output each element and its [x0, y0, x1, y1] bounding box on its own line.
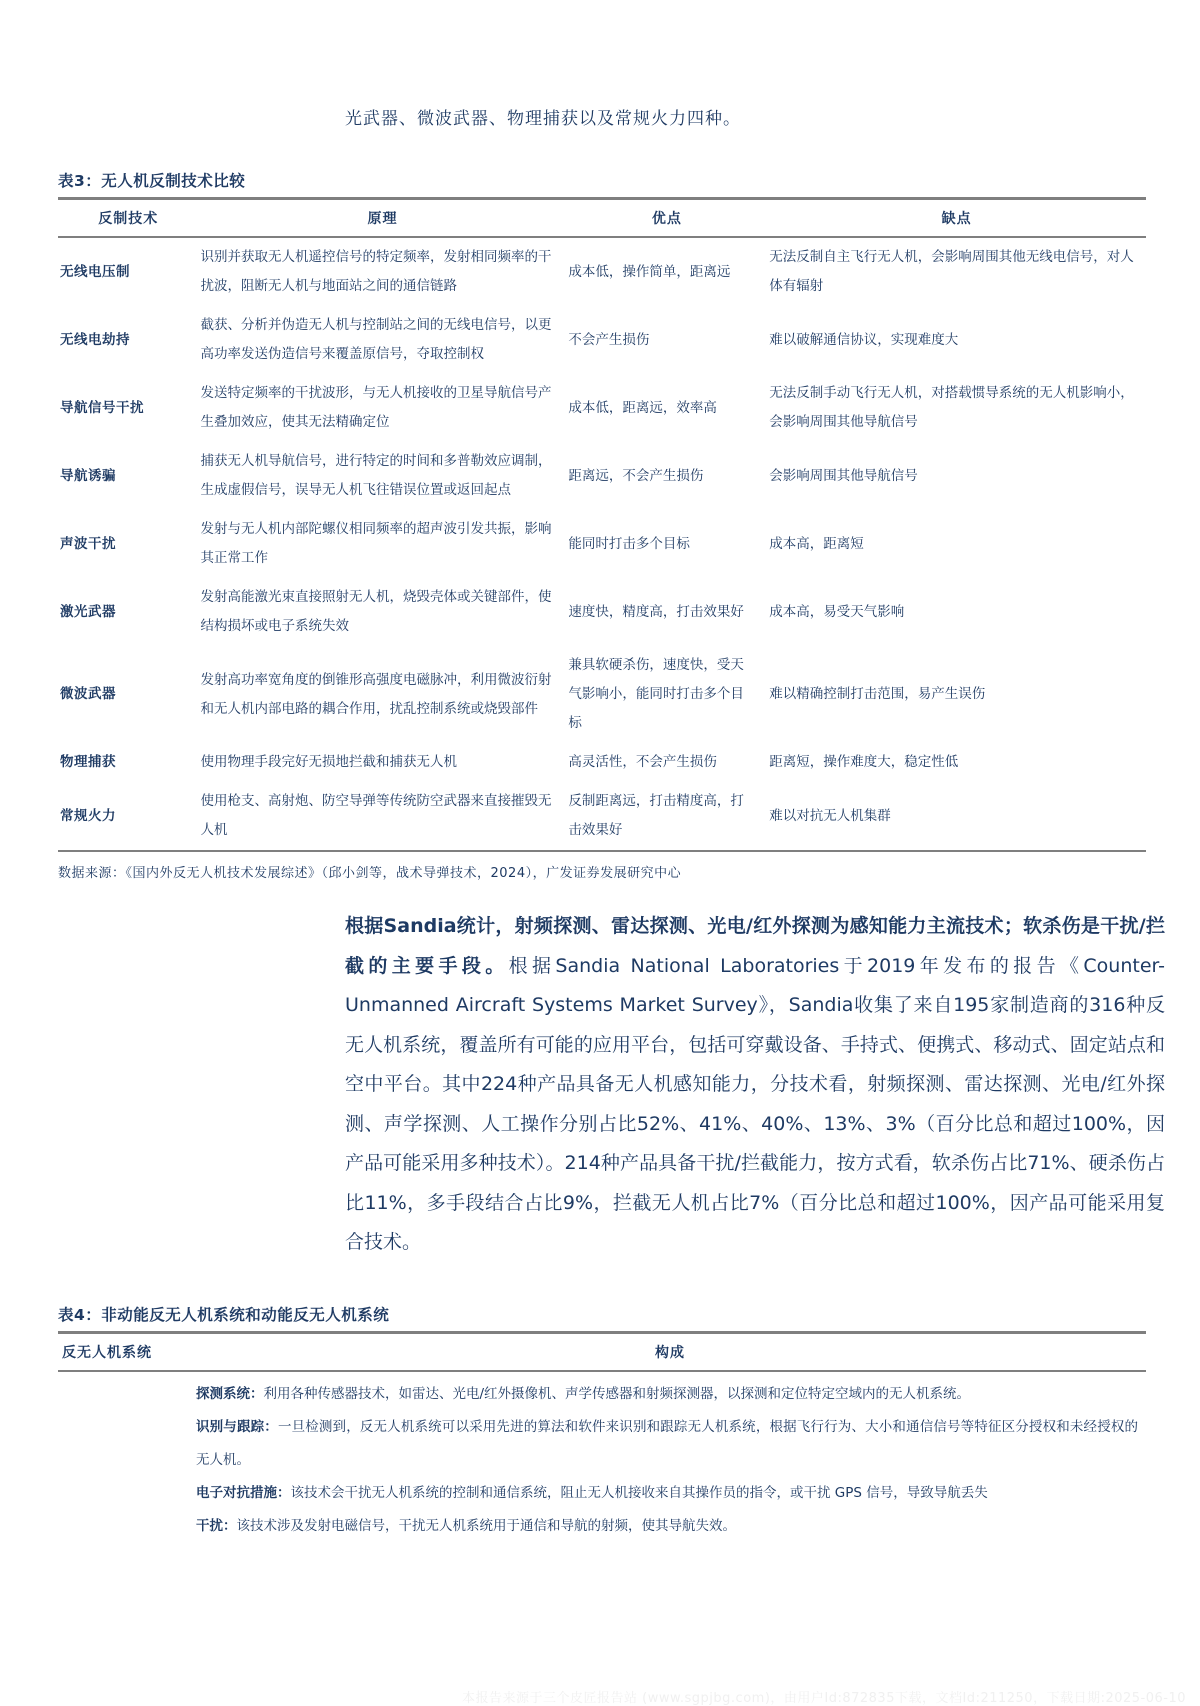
- cons-cell: 难以对抗无人机集群: [769, 807, 891, 824]
- tech-cell: 声波干扰: [60, 535, 116, 552]
- entry-term: 识别与跟踪：: [196, 1418, 278, 1435]
- list-item: [196, 1477, 1142, 1510]
- composition-cell: [194, 1371, 1146, 1547]
- table-row: [58, 578, 1146, 646]
- table4-header-composition: 构成: [194, 1332, 1146, 1371]
- principle-cell: 识别并获取无人机遥控信号的特定频率，发射相同频率的干扰波，阻断无人机与地面站之间的通信链路: [200, 249, 552, 295]
- cons-cell: 无法反制手动飞行无人机，对搭载惯导系统的无人机影响小，会影响周围其他导航信号: [769, 385, 1134, 431]
- cons-cell: 成本高，距离短: [769, 535, 864, 552]
- table-row: [58, 442, 1146, 510]
- table-row: [58, 374, 1146, 442]
- intro-text: 光武器、微波武器、物理捕获以及常规火力四种。: [345, 109, 741, 129]
- principle-cell: 发射与无人机内部陀螺仪相同频率的超声波引发共振，影响其正常工作: [200, 521, 552, 567]
- cons-cell: 难以精确控制打击范围，易产生误伤: [769, 686, 986, 703]
- table4-header: [58, 1332, 1146, 1371]
- table3-header-pros: 优点: [566, 199, 767, 238]
- tech-cell: 物理捕获: [60, 754, 116, 771]
- cons-cell: 距离短，操作难度大，稳定性低: [769, 754, 959, 771]
- pros-cell: 兼具软硬杀伤，速度快，受天气影响小，能同时打击多个目标: [568, 657, 744, 732]
- pros-cell: 反制距离远，打击精度高，打击效果好: [568, 793, 744, 839]
- entry-term: 电子对抗措施：: [196, 1485, 291, 1502]
- list-item: [196, 1411, 1142, 1477]
- tech-cell: 导航信号干扰: [60, 399, 144, 416]
- table3-header-cons: 缺点: [767, 199, 1146, 238]
- table-row: [58, 510, 1146, 578]
- tech-cell: 无线电劫持: [60, 331, 130, 348]
- pros-cell: 不会产生损伤: [568, 331, 650, 348]
- tech-cell: 导航诱骗: [60, 467, 116, 484]
- pros-cell: 距离远，不会产生损伤: [568, 467, 704, 484]
- table3-header: [58, 199, 1146, 238]
- download-watermark: 本报告来源于三个皮匠报告站 (www.sgpjbg.com)，由用户Id:872835下载，文档Id:211250，下载日期:2025-06-10: [461, 1691, 1186, 1706]
- pros-cell: 速度快，精度高，打击效果好: [568, 603, 744, 620]
- table-row: [58, 1371, 1146, 1547]
- table-row: [58, 743, 1146, 782]
- principle-cell: 发射高能激光束直接照射无人机，烧毁壳体或关键部件，使结构损坏或电子系统失效: [200, 589, 552, 635]
- entry-desc: 该技术涉及发射电磁信号，干扰无人机系统用于通信和导航的射频，使其导航失效。: [236, 1518, 736, 1535]
- principle-cell: 使用枪支、高射炮、防空导弹等传统防空武器来直接摧毁无人机: [200, 793, 552, 839]
- pros-cell: 能同时打击多个目标: [568, 535, 690, 552]
- list-item: [196, 1510, 1142, 1543]
- entry-term: 探测系统：: [196, 1385, 264, 1402]
- table-row: [58, 306, 1146, 374]
- entry-desc: 一旦检测到，反无人机系统可以采用先进的算法和软件来识别和跟踪无人机系统，根据飞行行为、大小和通信信号等特征区分授权和未经授权的无人机。: [196, 1418, 1139, 1469]
- tech-cell: 常规火力: [60, 807, 116, 824]
- table3-header-tech: 反制技术: [58, 199, 199, 238]
- table4-header-system: 反无人机系统: [58, 1332, 194, 1371]
- tech-cell: 无线电压制: [60, 263, 130, 280]
- cons-cell: 难以破解通信协议，实现难度大: [769, 331, 959, 348]
- table4: [58, 1331, 1146, 1547]
- pros-cell: 成本低，距离远，效率高: [568, 399, 717, 416]
- pros-cell: 成本低，操作简单，距离远: [568, 263, 731, 280]
- entry-desc: 该技术会干扰无人机系统的控制和通信系统，阻止无人机接收来自其操作员的指令，或干扰 GPS 信号，导致导航丢失: [290, 1485, 988, 1502]
- table3-caption: 表3：无人机反制技术比较: [58, 172, 246, 190]
- tech-cell: 微波武器: [60, 686, 116, 703]
- table4-caption: 表4：非动能反无人机系统和动能反无人机系统: [58, 1305, 390, 1324]
- cons-cell: 会影响周围其他导航信号: [769, 467, 918, 484]
- table-row: [58, 646, 1146, 743]
- table3: [58, 197, 1146, 852]
- sandia-paragraph: [345, 907, 1165, 1263]
- entry-desc: 利用各种传感器技术，如雷达、光电/红外摄像机、声学传感器和射频探测器，以探测和定位特定空域内的无人机系统。: [263, 1385, 971, 1402]
- sandia-paragraph-body: 根据Sandia National Laboratories于2019年发布的报告《Counter-Unmanned Aircraft Systems Market Survey》，Sandia收集了来自195家制造商的316种反无人机系统，覆盖所有可能的应用平台，包括可穿戴设备、手持式、便携式、移动式、固定站点和空中平台。其中224种产品具备无人机感知能力，分技术看，射频探测、雷达探测、光电/红外探测、声学探测、人工操作分别占比52%、41%、40%、13%、3%（百分比总和超过100%，因产品可能采用多种技术）。214种产品具备干扰/拦截能力，按方式看，软杀伤占比71%、硬杀伤占比11%，多手段结合占比9%，拦截无人机占比7%（百分比总和超过100%，因产品可能采用复合技术。: [345, 954, 1165, 1254]
- system-cell: [58, 1371, 194, 1547]
- principle-cell: 使用物理手段完好无损地拦截和捕获无人机: [200, 754, 458, 771]
- cons-cell: 成本高，易受天气影响: [769, 603, 905, 620]
- principle-cell: 发送特定频率的干扰波形，与无人机接收的卫星导航信号产生叠加效应，使其无法精确定位: [200, 385, 552, 431]
- pros-cell: 高灵活性，不会产生损伤: [568, 754, 717, 771]
- cons-cell: 无法反制自主飞行无人机，会影响周围其他无线电信号，对人体有辐射: [769, 249, 1134, 295]
- principle-cell: 截获、分析并伪造无人机与控制站之间的无线电信号，以更高功率发送伪造信号来覆盖原信号，夺取控制权: [200, 317, 552, 363]
- tech-cell: 激光武器: [60, 603, 116, 620]
- entry-term: 干扰：: [196, 1518, 237, 1535]
- table3-source: 数据来源：《国内外反无人机技术发展综述》（邱小剑等，战术导弹技术，2024），广发证券发展研究中心: [58, 866, 682, 882]
- principle-cell: 发射高功率宽角度的倒锥形高强度电磁脉冲，利用微波衍射和无人机内部电路的耦合作用，扰乱控制系统或烧毁部件: [200, 671, 552, 717]
- table-row: [58, 237, 1146, 306]
- table3-header-principle: 原理: [199, 199, 567, 238]
- sandia-paragraph-lead: 根据Sandia统计，射频探测、雷达探测、光电/红外探测为感知能力主流技术；软杀伤是干扰/拦截的主要手段。: [345, 915, 1165, 977]
- list-item: [196, 1378, 1142, 1411]
- principle-cell: 捕获无人机导航信号，进行特定的时间和多普勒效应调制，生成虚假信号，误导无人机飞往错误位置或返回起点: [200, 453, 552, 499]
- table-row: [58, 782, 1146, 851]
